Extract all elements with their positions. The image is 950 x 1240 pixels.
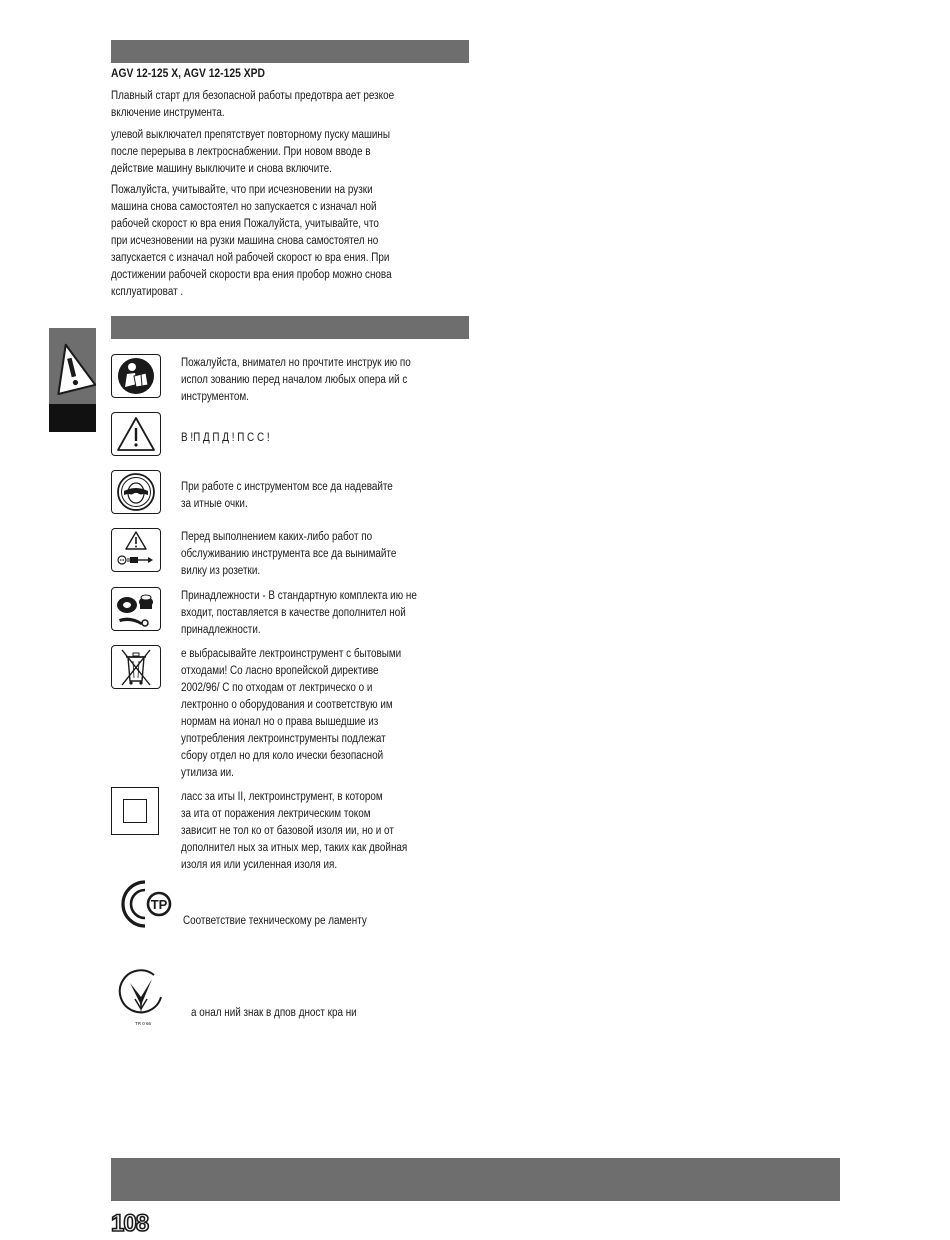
symbol-text-unplug: Перед выполнением каких-либо работ по обслуживанию инструмента все да вынимайте вилку из розетки. xyxy=(181,531,397,577)
page-number: 108 xyxy=(111,1210,149,1237)
symbol-text-goggles: При работе с инструментом все да надевайте за итные очки. xyxy=(181,481,393,510)
eac-ctr-mark-icon xyxy=(115,876,177,932)
read-manual-icon xyxy=(111,354,161,398)
class-ii-icon xyxy=(111,787,159,835)
section-header-bar-2 xyxy=(111,316,469,339)
eac-mark-label: ТР xyxy=(150,897,168,912)
symbol-text-warning: В !П Д П Д ! П С С ! xyxy=(181,432,270,444)
model-heading: AGV 12-125 X, AGV 12-125 XPD xyxy=(111,66,265,80)
paragraph-load-note: Пожалуйста, учитывайте, что при исчезновении на рузки машина снова самостоятел но запускается с изначал ной рабочей скорост ю вра ения Пожалуйста, учитывайте, что при исчезновении на рузки машина снова самостоятел но запускается с изначал ной рабочей скорост ю вра ения. При достижении рабочей скорости вра ения пробор можно снова ксплуатироват . xyxy=(111,184,392,298)
section-header-bar-1 xyxy=(111,40,469,63)
symbol-text-ukraine-mark: а онал ний знак в дпов дност кра ни xyxy=(191,1007,357,1019)
warning-tab-icon xyxy=(49,328,96,404)
symbol-text-weee: е выбрасывайте лектроинструмент с бытовыми отходами! Со ласно вропейской директиве 2002/96/ С по отходам от лектрическо о и лектронно о оборудования и соответствую им нормам на ионал но о права вышедшие из употребления лектроинструменты подлежат сбору отдел но для коло ически безопасной утилиза ии. xyxy=(181,648,402,779)
symbol-text-read-manual: Пожалуйста, внимател но прочтите инструк ию по испол зованию перед началом любых опера ий с инструментом. xyxy=(181,357,411,403)
ukraine-mark-caption: TR 0 66 xyxy=(134,1021,152,1026)
accessories-icon xyxy=(111,587,161,631)
symbol-text-technical-regulation: Соответствие техническому ре ламенту xyxy=(183,915,367,927)
paragraph-restart-protection: улевой выключател препятствует повторному пуску машины после перерыва в лектроснабжении. При новом вводе в действие машину выключите и снова включите. xyxy=(111,129,390,175)
symbol-text-class-ii: ласс за иты II, лектроинструмент, в котором за ита от поражения лектрическим током зависит не тол ко от базовой изоля ии, но и от дополнител ных за итных мер, таких как двойная изоля ия или усиленная изоля ия. xyxy=(181,791,408,871)
warning-triangle-icon xyxy=(111,412,161,456)
warning-side-tab xyxy=(49,328,96,432)
paragraph-soft-start: Плавный старт для безопасной работы предотвра ает резкое включение инструмента. xyxy=(111,90,395,119)
weee-bin-icon xyxy=(111,645,161,689)
unplug-warning-icon xyxy=(111,528,161,572)
ukraine-conformity-mark-icon xyxy=(116,967,166,1029)
symbol-text-accessories: Принадлежности - В стандартную комплекта ию не входит, поставляется в качестве дополнител ной принадлежности. xyxy=(181,590,417,636)
footer-bar xyxy=(111,1158,840,1201)
safety-goggles-icon xyxy=(111,470,161,514)
